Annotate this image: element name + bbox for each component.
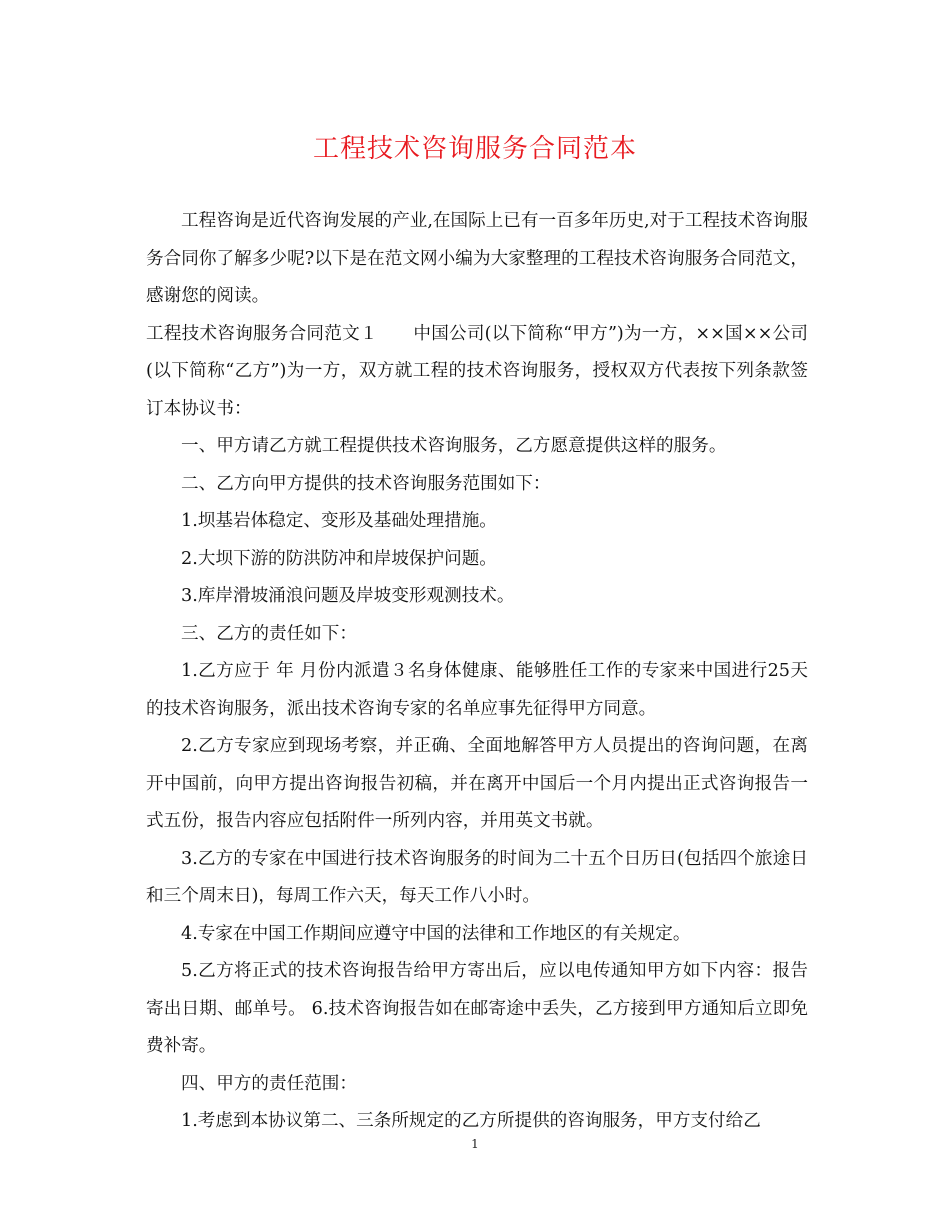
clause-3-item-4: 4.专家在中国工作期间应遵守中国的法律和工作地区的有关规定。 <box>181 923 691 944</box>
clause-3-heading: 三、乙方的责任如下： <box>181 623 357 644</box>
clause-3-item-5-6: 5.乙方将正式的技术咨询报告给甲方寄出后，应以电传通知甲方如下内容：报告寄出日期、邮单号。 6.技术咨询报告如在邮寄途中丢失，乙方接到甲方通知后立即免费补寄。 <box>146 961 808 1056</box>
intro-paragraph: 工程咨询是近代咨询发展的产业,在国际上已有一百多年历史,对于工程技术咨询服务合同你了解多少呢?以下是在范文网小编为大家整理的工程技术咨询服务合同范文，感谢您的阅读。 <box>146 211 808 306</box>
clause-3-item-2: 2.乙方专家应到现场考察，并正确、全面地解答甲方人员提出的咨询问题，在离开中国前，向甲方提出咨询报告初稿，并在离开中国后一个月内提出正式咨询报告一式五份，报告内容应包括附件一所列内容，并用英文书就。 <box>146 736 808 831</box>
clause-2-heading: 二、乙方向甲方提供的技术咨询服务范围如下： <box>181 473 551 494</box>
clause-3-item-3: 3.乙方的专家在中国进行技术咨询服务的时间为二十五个日历日(包括四个旅途日和三个周末日)，每周工作六天，每天工作八小时。 <box>146 848 808 906</box>
clause-4-item-1: 1.考虑到本协议第二、三条所规定的乙方所提供的咨询服务，甲方支付给乙 <box>181 1111 761 1131</box>
document-title: 工程技术咨询服务合同范本 <box>312 134 637 164</box>
clause-4-heading: 四、甲方的责任范围： <box>181 1073 357 1094</box>
clause-3-item-1: 1.乙方应于 年 月份内派遣３名身体健康、能够胜任工作的专家来中国进行25天的技术咨询服务，派出技术咨询专家的名单应事先征得甲方同意。 <box>146 661 808 719</box>
clause-2-item-2: 2.大坝下游的防洪防冲和岸坡保护问题。 <box>181 548 497 569</box>
clause-1: 一、甲方请乙方就工程提供技术咨询服务，乙方愿意提供这样的服务。 <box>181 436 727 456</box>
contract-preamble: 工程技术咨询服务合同范文１ 中国公司(以下简称“甲方”)为一方，××国××公司(以下简称“乙方”)为一方，双方就工程的技术咨询服务，授权双方代表按下列条款签订本协议书： <box>146 323 808 419</box>
clause-2-item-3: 3.库岸滑坡涌浪问题及岸坡变形观测技术。 <box>181 586 515 606</box>
document-body <box>146 203 808 1141</box>
clause-2-item-1: 1.坝基岩体稳定、变形及基础处理措施。 <box>181 511 497 531</box>
page-number: 1 <box>471 1137 479 1151</box>
